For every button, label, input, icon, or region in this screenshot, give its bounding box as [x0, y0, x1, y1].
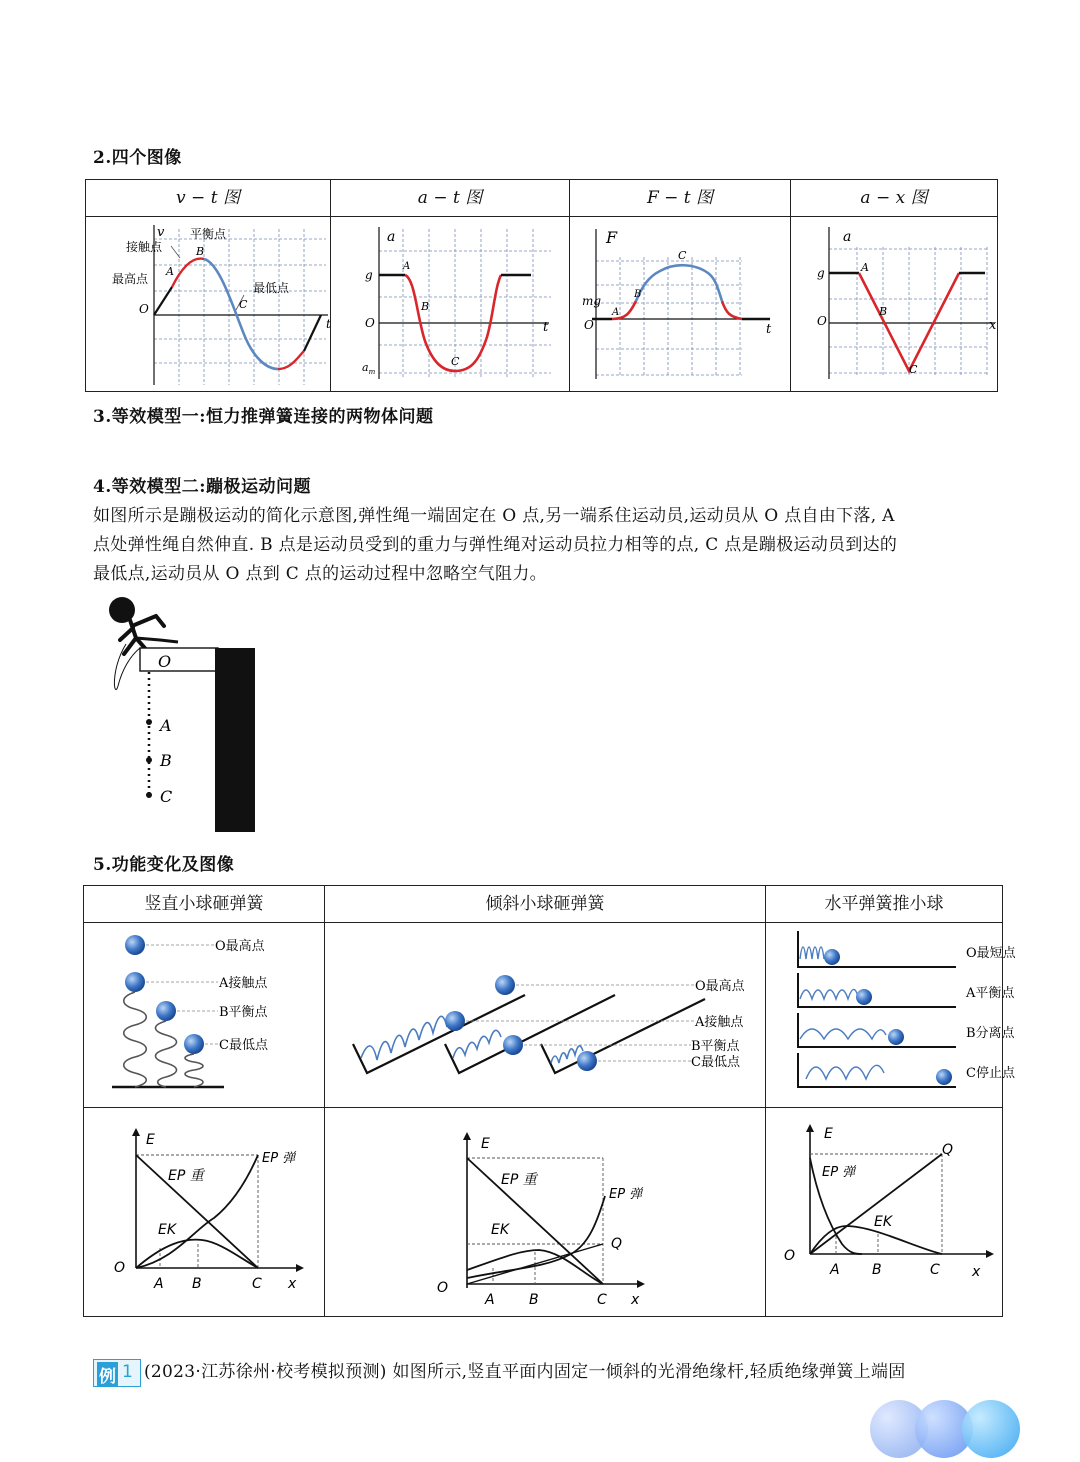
ft-label-A: A	[612, 307, 620, 318]
h-ball-O	[824, 949, 840, 965]
section3-heading: 3.等效模型一:恒力推弹簧连接的两物体问题	[93, 407, 434, 427]
ft-mg-label: mg	[582, 294, 602, 308]
ax-label-B: B	[879, 305, 888, 318]
at-graph-cell	[331, 217, 570, 392]
at-y-axis-label: a	[387, 229, 396, 245]
ball-B	[156, 1001, 176, 1021]
col2-header: 倾斜小球砸弹簧	[325, 886, 766, 923]
vt-label-C: C	[239, 298, 248, 311]
point-C	[146, 792, 152, 798]
ax-label-C: C	[909, 363, 918, 376]
g2-tick-A: A	[485, 1292, 495, 1308]
ft-x-axis-label: t	[766, 322, 772, 337]
figure-label-C: C	[160, 787, 173, 806]
g2-O: O	[437, 1280, 449, 1296]
energy-graph-2	[325, 1108, 765, 1312]
section4-paragraph-line-1: 如图所示是蹦极运动的简化示意图,弹性绳一端固定在 O 点,另一端系住运动员,运动员从 O 点自由下落, A	[93, 506, 895, 526]
figure-label-A: A	[160, 716, 172, 735]
col1-header: 竖直小球砸弹簧	[84, 886, 325, 923]
col3-header: 水平弹簧推小球	[766, 886, 1003, 923]
h-ball-A	[856, 989, 872, 1005]
vt-label-B: B	[196, 245, 205, 258]
vt-header: v − t 图	[86, 180, 331, 217]
ax-graph-cell	[791, 217, 998, 392]
g3-EK: EK	[874, 1214, 893, 1230]
incline-ball-O	[495, 975, 515, 995]
g3-tick-A: A	[830, 1262, 840, 1278]
g2-EP-tan: EP 弹	[609, 1187, 643, 1202]
ft-header: F − t 图	[570, 180, 791, 217]
g1-x: x	[288, 1276, 297, 1292]
example-text: (2023·江苏徐州·校考模拟预测) 如图所示,竖直平面内固定一倾斜的光滑绝缘杆,轻质绝缘弹簧上端固	[144, 1362, 906, 1382]
ball-A	[125, 972, 145, 992]
g3-tick-B: B	[872, 1262, 882, 1278]
h-ball-C	[936, 1069, 952, 1085]
col3-label-O: O最短点	[966, 946, 1016, 961]
at-am-label: $a_m$	[362, 361, 376, 376]
at-x-axis-label: t	[543, 320, 549, 335]
incline-ball-A	[445, 1011, 465, 1031]
section2-heading: 2.四个图像	[93, 148, 182, 168]
g2-EP-zhong: EP 重	[501, 1172, 537, 1188]
g1-tick-B: B	[192, 1276, 202, 1292]
ax-y-axis-label: a	[843, 229, 852, 245]
col1-label-O: O最高点	[215, 939, 265, 954]
g2-Q: Q	[611, 1236, 623, 1252]
col2-label-B: B平衡点	[691, 1039, 740, 1054]
platform	[140, 648, 218, 671]
g1-E: E	[146, 1132, 155, 1148]
col1-label-C: C最低点	[219, 1038, 268, 1053]
g3-tick-C: C	[930, 1262, 940, 1278]
energy-table	[83, 885, 1016, 1317]
ft-graph-cell	[570, 217, 791, 392]
col3-label-B: B分离点	[966, 1026, 1015, 1041]
ax-header: a − x 图	[791, 180, 998, 217]
horizontal-spring-diagram	[766, 923, 1016, 1103]
section4-heading: 4.等效模型二:蹦极运动问题	[93, 477, 312, 497]
at-label-C: C	[451, 355, 460, 368]
col2-label-A: A接触点	[695, 1015, 744, 1030]
ft-y-axis-label: F	[606, 228, 618, 247]
vt-graph-cell	[86, 217, 331, 392]
col3-graph-cell	[766, 1108, 1003, 1317]
col2-label-O: O最高点	[695, 979, 745, 994]
g3-O: O	[784, 1248, 796, 1264]
vt-y-axis-label: v	[157, 225, 165, 240]
energy-graph-1	[84, 1108, 324, 1312]
cliff	[215, 648, 255, 832]
figure-label-O: O	[158, 652, 172, 671]
incline-ball-C	[577, 1051, 597, 1071]
vt-label-lowest: 最低点	[253, 281, 290, 295]
ft-label-B: B	[634, 289, 642, 300]
col1-label-A: A接触点	[219, 976, 268, 991]
example-badge-label: 例	[97, 1362, 118, 1387]
ax-g-label: g	[817, 266, 825, 280]
section5-heading: 5.功能变化及图像	[93, 855, 235, 875]
col3-diagram-cell	[766, 923, 1016, 1108]
example-badge	[93, 1359, 141, 1387]
col2-graph-cell	[325, 1108, 766, 1317]
at-g-label: g	[365, 268, 373, 282]
figure-label-B: B	[160, 751, 172, 770]
vt-label-highest: 最高点	[112, 272, 149, 286]
col1-label-B: B平衡点	[219, 1005, 268, 1020]
at-origin: O	[365, 316, 375, 330]
point-B	[146, 757, 152, 763]
ft-graph	[570, 217, 790, 387]
g1-tick-C: C	[252, 1276, 262, 1292]
bungee-figure	[100, 590, 270, 840]
ax-label-A: A	[861, 261, 869, 274]
section4-paragraph-line-3: 最低点,运动员从 O 点到 C 点的运动过程中忽略空气阻力。	[93, 564, 547, 584]
at-label-B: B	[421, 300, 430, 313]
col1-diagram-cell	[84, 923, 325, 1108]
col3-label-C: C停止点	[966, 1066, 1015, 1081]
ft-label-C: C	[678, 249, 687, 262]
col3-label-A: A平衡点	[966, 986, 1015, 1001]
ax-graph	[791, 217, 997, 387]
inclined-spring-diagram	[325, 923, 765, 1103]
g3-x: x	[972, 1264, 981, 1280]
g2-E: E	[481, 1136, 490, 1152]
col2-diagram-cell	[325, 923, 766, 1108]
g3-EP-tan: EP 弹	[822, 1165, 856, 1180]
energy-graph-3	[766, 1108, 1002, 1312]
vt-label-contact: 接触点	[126, 240, 163, 254]
section4-paragraph-line-2: 点处弹性绳自然伸直. B 点是运动员受到的重力与弹性绳对运动员拉力相等的点, C 点是蹦极运动员到达的	[93, 535, 898, 555]
g1-EP-tan: EP 弹	[262, 1151, 296, 1166]
col2-label-C: C最低点	[691, 1055, 740, 1070]
vt-label-balance: 平衡点	[190, 227, 227, 241]
at-header: a − t 图	[331, 180, 570, 217]
incline-ball-B	[503, 1035, 523, 1055]
vertical-spring-diagram	[84, 923, 324, 1103]
watermark-circle-icon	[962, 1400, 1020, 1458]
example-badge-number: 1	[122, 1362, 133, 1382]
ft-origin: O	[584, 318, 594, 332]
ax-x-axis-label: x	[989, 318, 997, 333]
vt-graph	[86, 217, 330, 387]
g1-O: O	[114, 1260, 126, 1276]
ball-C	[184, 1034, 204, 1054]
g3-E: E	[824, 1126, 833, 1142]
four-graphs-table	[85, 179, 998, 392]
g1-tick-A: A	[154, 1276, 164, 1292]
col1-graph-cell	[84, 1108, 325, 1317]
g1-EK: EK	[158, 1222, 177, 1238]
ball-O	[125, 935, 145, 955]
at-label-A: A	[403, 261, 411, 272]
vt-label-A: A	[166, 265, 174, 278]
h-ball-B	[888, 1029, 904, 1045]
g2-EK: EK	[491, 1222, 510, 1238]
ax-origin: O	[817, 314, 827, 328]
point-A	[146, 719, 152, 725]
at-graph	[331, 217, 569, 387]
g2-x: x	[631, 1292, 640, 1308]
vt-origin: O	[139, 302, 149, 316]
g3-Q: Q	[942, 1142, 954, 1158]
g1-EP-zhong: EP 重	[168, 1168, 204, 1184]
section4-paragraph	[93, 502, 993, 589]
g2-tick-B: B	[529, 1292, 539, 1308]
g2-tick-C: C	[597, 1292, 607, 1308]
vt-x-axis-label: t	[326, 317, 331, 331]
jumper-leg	[136, 638, 178, 642]
